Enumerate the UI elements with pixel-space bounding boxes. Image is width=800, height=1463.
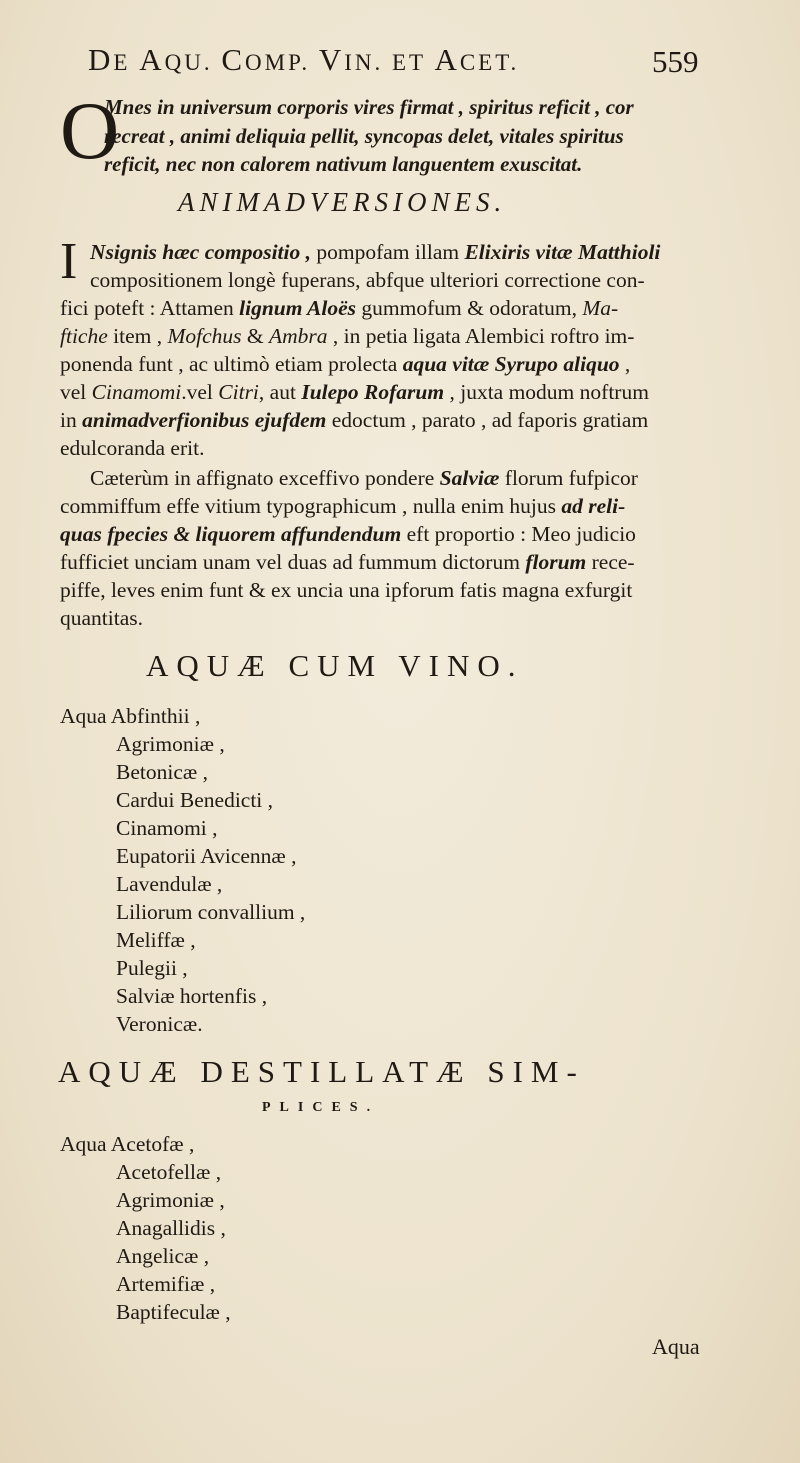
list-item: Salviæ hortenfis ,: [116, 984, 268, 1008]
text-run: quantitas.: [60, 606, 143, 630]
list-item: Meliffæ ,: [116, 928, 196, 952]
text-run: vel: [60, 380, 92, 404]
text-run: ad reli-: [561, 494, 626, 518]
text-line: recreat , animi deliquia pellit, syncopas delet, vitales spiritus: [104, 124, 624, 148]
header-part: QU.: [164, 50, 222, 75]
text-run: &: [241, 324, 270, 348]
running-header: [88, 42, 519, 78]
list-item: Aqua Acetofæ ,: [60, 1132, 195, 1156]
text-run: quas fpecies & liquorem affundendum: [60, 522, 402, 546]
header-part: C: [221, 42, 246, 77]
text-run: , in petia ligata Alembici roftro im-: [327, 324, 635, 348]
text-run: pompofam illam: [311, 240, 465, 264]
text-run: ,: [619, 352, 631, 376]
text-run: florum: [525, 550, 587, 574]
text-run: gummofum & odoratum,: [356, 296, 583, 320]
text-run: fufficiet unciam unam vel duas ad fummum dictorum: [60, 550, 526, 574]
list-item: Acetofellæ ,: [116, 1160, 222, 1184]
list-item: Angelicæ ,: [116, 1244, 210, 1268]
text-line: [60, 352, 630, 377]
list-item: Eupatorii Avicennæ ,: [116, 844, 297, 868]
header-part: ET: [383, 50, 435, 75]
text-run: eft proportio : Meo judicio: [401, 522, 636, 546]
text-run: Ambra: [269, 324, 328, 348]
header-part: CET.: [459, 50, 520, 75]
text-run: animadverfionibus ejufdem: [82, 408, 327, 432]
list-item: Betonicæ ,: [116, 760, 208, 784]
text-run: Elixiris vitæ Matthioli: [464, 240, 661, 264]
text-line: [60, 436, 204, 461]
text-run: Cinamomi: [91, 380, 182, 404]
text-run: rece-: [586, 550, 635, 574]
text-run: Ma-: [582, 296, 619, 320]
text-line: [60, 494, 625, 519]
section-heading: ANIMADVERSIONES.: [178, 187, 507, 217]
list-item: Agrimoniæ ,: [116, 1188, 225, 1212]
list-item: Lavendulæ ,: [116, 872, 223, 896]
list-item: Liliorum convallium ,: [116, 900, 306, 924]
text-line: [90, 240, 660, 265]
text-run: Nsignis hæc compositio ,: [90, 240, 311, 264]
text-line: reficit, nec non calorem nativum languentem exuscitat.: [104, 152, 583, 176]
text-line: [60, 324, 634, 349]
text-run: in: [60, 408, 83, 432]
text-line: [90, 268, 645, 293]
text-line: [60, 606, 143, 631]
text-run: ponenda funt , ac ultimò etiam prolecta: [60, 352, 403, 376]
header-part: V: [318, 42, 345, 77]
list-item: Artemifiæ ,: [116, 1272, 216, 1296]
list-item: Pulegii ,: [116, 956, 188, 980]
section-heading: AQUÆ DESTILLATÆ SIM-: [58, 1054, 585, 1089]
drop-cap: O: [60, 85, 120, 176]
header-part: A: [139, 42, 165, 77]
list-item: Baptifeculæ ,: [116, 1300, 231, 1324]
text-run: Salviæ: [439, 466, 500, 490]
list-item: Cinamomi ,: [116, 816, 218, 840]
list-item: Anagallidis ,: [116, 1216, 226, 1240]
text-run: aqua vitæ Syrupo aliquo: [402, 352, 620, 376]
text-run: compositionem longè fuperans, abfque ulteriori correctione con-: [90, 268, 645, 292]
header-part: D: [88, 42, 114, 77]
text-run: , aut: [258, 380, 302, 404]
text-run: commiffum effe vitium typographicum , nulla enim hujus: [60, 494, 562, 518]
text-line: [60, 550, 635, 575]
text-line: [60, 380, 649, 405]
text-line: [90, 466, 638, 491]
text-run: Iulepo Rofarum: [301, 380, 445, 404]
text-run: , juxta modum noftrum: [444, 380, 649, 404]
drop-cap: I: [60, 233, 78, 290]
text-run: lignum Aloës: [239, 296, 357, 320]
list-item: Agrimoniæ ,: [116, 732, 225, 756]
text-run: ftiche: [60, 324, 108, 348]
header-part: A: [434, 42, 460, 77]
list-item: Aqua Abfinthii ,: [60, 704, 201, 728]
header-part: OMP.: [245, 50, 319, 75]
text-run: edulcoranda erit.: [60, 436, 205, 460]
section-heading: AQUÆ CUM VINO.: [146, 648, 524, 683]
catchword: Aqua: [652, 1334, 700, 1359]
list-item: Cardui Benedicti ,: [116, 788, 274, 812]
text-line: Mnes in universum corporis vires firmat , spiritus reficit , cor: [104, 95, 634, 119]
text-line: [60, 296, 618, 321]
page-number: 559: [652, 44, 699, 79]
text-run: florum fufpicor: [499, 466, 638, 490]
text-run: Mofchus: [167, 324, 242, 348]
header-part: IN.: [344, 50, 384, 75]
text-run: Citri: [218, 380, 259, 404]
text-run: piffe, leves enim funt & ex uncia una ipforum fatis magna exfurgit: [60, 578, 633, 602]
text-run: edoctum , parato , ad faporis gratiam: [326, 408, 649, 432]
section-subheading: PLICES.: [262, 1100, 380, 1115]
text-line: [60, 578, 632, 603]
list-item: Veronicæ.: [116, 1012, 203, 1036]
text-run: fici poteft : Attamen: [60, 296, 240, 320]
text-line: [60, 522, 636, 547]
text-run: .vel: [181, 380, 219, 404]
text-line: [60, 408, 648, 433]
text-run: item ,: [107, 324, 168, 348]
header-part: E: [113, 50, 140, 75]
text-run: Cæterùm in affignato exceffivo pondere: [90, 466, 440, 490]
